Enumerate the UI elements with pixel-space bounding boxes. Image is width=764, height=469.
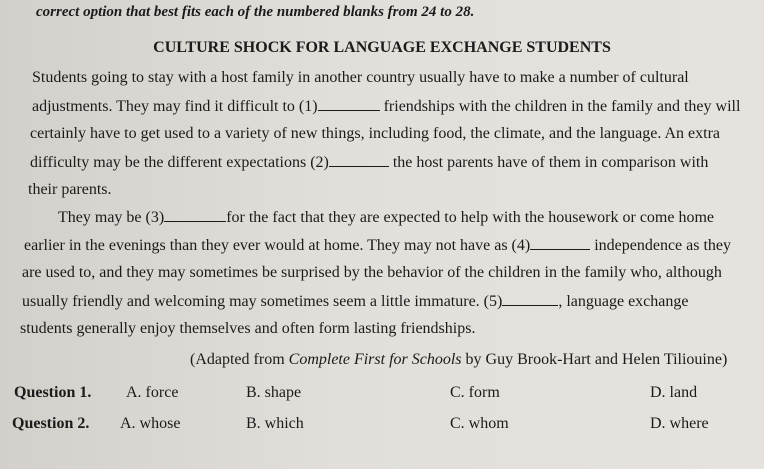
option-d[interactable]: D. land	[650, 384, 698, 401]
option-b[interactable]: B. shape	[246, 384, 302, 401]
option-c[interactable]: C. whom	[450, 415, 509, 432]
p2-line-4: usually friendly and welcoming may sometimes seem a little immature. (5) , language exchange	[22, 293, 689, 310]
p1-line-3: certainly have to get used to a variety of new things, including food, the climate, and the language. An extra	[30, 125, 721, 142]
p1-line-1: Students going to stay with a host family in another country usually have to make a number of cultural	[32, 69, 689, 86]
question-label: Question 2.	[12, 415, 90, 432]
p2-line-1: They may be (3) for the fact that they are expected to help with the housework or come home	[58, 209, 715, 226]
blank-1[interactable]	[318, 96, 380, 111]
option-d[interactable]: D. where	[650, 415, 709, 432]
option-b[interactable]: B. which	[246, 415, 304, 432]
p1-line-5: their parents.	[28, 181, 112, 198]
blank-2[interactable]	[329, 152, 389, 167]
p2-line-5: students generally enjoy themselves and often form lasting friendships.	[20, 320, 476, 337]
source-citation: (Adapted from Complete First for Schools by Guy Brook-Hart and Helen Tiliouine)	[190, 351, 728, 368]
p2-line-3: are used to, and they may sometimes be surprised by the behavior of the children in the family who, although	[22, 264, 722, 281]
question-2	[0, 415, 764, 437]
option-c[interactable]: C. form	[450, 384, 500, 401]
p2-line-2: earlier in the evenings than they ever would at home. They may not have as (4) independence as they	[24, 237, 732, 254]
passage-title: CULTURE SHOCK FOR LANGUAGE EXCHANGE STUDENTS	[153, 39, 611, 56]
option-a[interactable]: A. force	[126, 384, 179, 401]
p1-line-2: adjustments. They may find it difficult to (1) friendships with the children in the family and they will	[32, 98, 741, 115]
instruction-text: correct option that best fits each of the numbered blanks from 24 to 28.	[36, 4, 475, 20]
question-1	[0, 384, 764, 406]
question-label: Question 1.	[14, 384, 92, 401]
blank-3[interactable]	[164, 207, 226, 222]
blank-5[interactable]	[502, 291, 558, 306]
blank-4[interactable]	[530, 235, 590, 250]
p1-line-4: difficulty may be the different expectations (2) the host parents have of them in comparison with	[30, 154, 709, 171]
option-a[interactable]: A. whose	[120, 415, 181, 432]
